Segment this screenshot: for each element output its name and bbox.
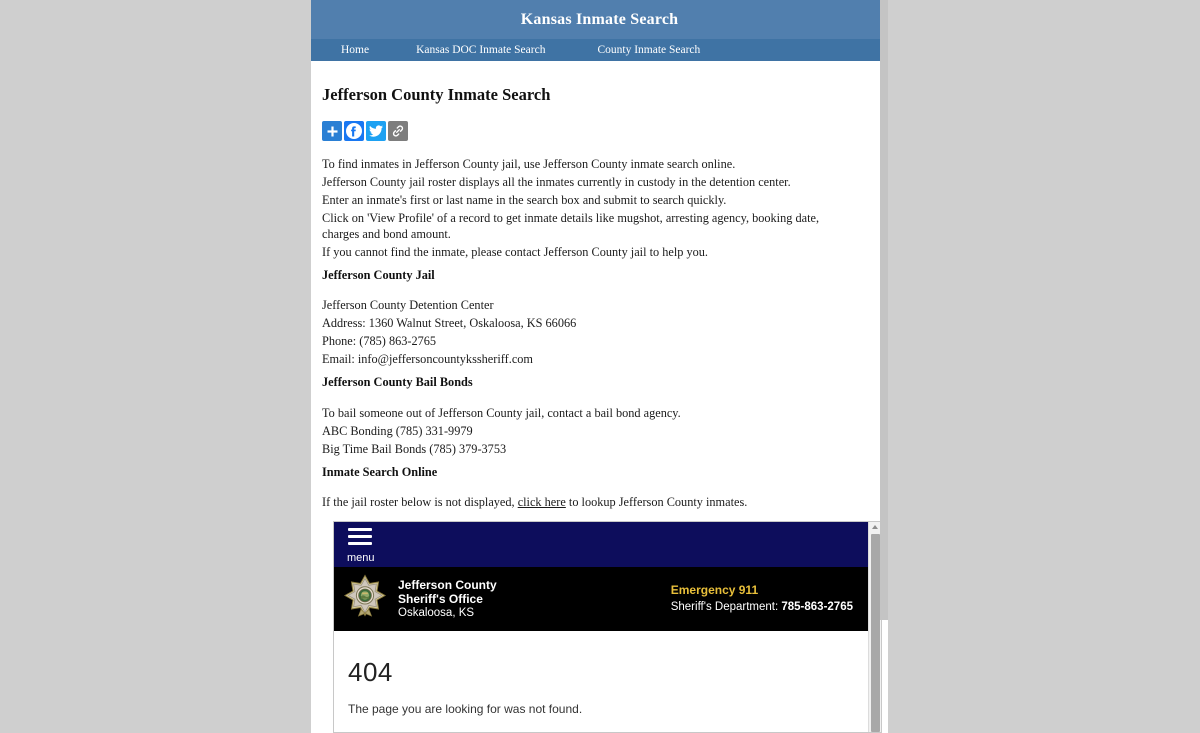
menu-label[interactable]: menu: [347, 551, 375, 564]
iframe-document: [334, 522, 869, 733]
intro-line-2: Jefferson County jail roster displays all the inmates currently in custody in the detention center.: [322, 175, 791, 189]
online-text-before: If the jail roster below is not displayed,: [322, 494, 518, 509]
jail-facility-name: Jefferson County Detention Center: [322, 298, 494, 313]
inmate-roster-iframe[interactable]: [333, 521, 882, 733]
error-code: 404: [348, 656, 393, 687]
facebook-icon[interactable]: [344, 121, 364, 141]
site-header: [311, 0, 888, 39]
page-title: Jefferson County Inmate Search: [322, 85, 551, 104]
agency-banner: [334, 567, 869, 631]
emergency-info-block: [671, 582, 857, 616]
jail-address: Address: 1360 Walnut Street, Oskaloosa, KS 66066: [322, 316, 577, 331]
bail-intro: To bail someone out of Jefferson County jail, contact a bail bond agency.: [322, 405, 681, 420]
intro-line-3: Enter an inmate's first or last name in the search box and submit to search quickly.: [322, 193, 727, 207]
twitter-icon[interactable]: [366, 121, 386, 141]
error-message: The page you are looking for was not found.: [348, 701, 583, 716]
jail-phone: Phone: (785) 863-2765: [322, 334, 437, 349]
iframe-scrollbar-thumb[interactable]: [871, 534, 880, 732]
intro-line-5: If you cannot find the inmate, please contact Jefferson County jail to help you.: [322, 245, 708, 259]
primary-navigation: [311, 39, 880, 61]
site-title: Kansas Inmate Search: [520, 10, 679, 28]
bail-agency-2: Big Time Bail Bonds (785) 379-3753: [322, 441, 507, 456]
site-container: [311, 0, 888, 733]
jail-section-heading: Jefferson County Jail: [322, 268, 435, 282]
sheriff-department-label: Sheriff's Department:: [670, 600, 779, 613]
online-section-text: [322, 493, 837, 511]
online-section-heading: Inmate Search Online: [322, 464, 438, 479]
sheriff-department-line: [671, 599, 853, 616]
share-button-row: [322, 121, 837, 141]
intro-line-1: To find inmates in Jefferson County jail, use Jefferson County inmate search online.: [322, 157, 736, 171]
sheriff-badge-icon: [342, 574, 388, 624]
bail-agency-1: ABC Bonding (785) 331-9979: [322, 423, 473, 438]
nav-item-kansas-doc-inmate-search[interactable]: Kansas DOC Inmate Search: [416, 44, 546, 56]
main-content: [311, 61, 857, 733]
page-scrollbar-thumb[interactable]: [880, 0, 888, 620]
error-404-block: [334, 631, 869, 716]
agency-text-block: [398, 578, 497, 620]
intro-line-4: Click on 'View Profile' of a record to get inmate details like mugshot, arresting agency, booking date, charges and bond amount.: [322, 211, 820, 241]
emergency-911-label: Emergency 911: [670, 582, 759, 597]
agency-line-3: Oskaloosa, KS: [398, 606, 475, 619]
hamburger-menu-icon[interactable]: [348, 528, 372, 549]
addthis-plus-icon[interactable]: [322, 121, 342, 141]
nav-item-county-inmate-search[interactable]: County Inmate Search: [597, 44, 701, 56]
bail-bonds-section: [322, 373, 837, 457]
agency-line-1: Jefferson County: [398, 577, 497, 592]
embed-menu-bar: [334, 522, 869, 567]
agency-line-2: Sheriff's Office: [398, 591, 483, 606]
scroll-up-arrow-icon[interactable]: [872, 525, 878, 529]
inmate-search-online-section: [322, 463, 837, 511]
jail-section: [322, 266, 837, 368]
nav-item-home[interactable]: Home: [341, 44, 370, 56]
intro-paragraphs: [322, 155, 837, 261]
page-scrollbar[interactable]: [880, 0, 888, 620]
sheriff-department-phone: 785-863-2765: [781, 600, 853, 613]
click-here-link[interactable]: click here: [517, 494, 566, 509]
link-icon[interactable]: [388, 121, 408, 141]
jail-email: Email: info@jeffersoncountykssheriff.com: [322, 352, 533, 367]
online-text-after: to lookup Jefferson County inmates.: [565, 494, 748, 509]
bail-section-heading: Jefferson County Bail Bonds: [322, 375, 473, 390]
